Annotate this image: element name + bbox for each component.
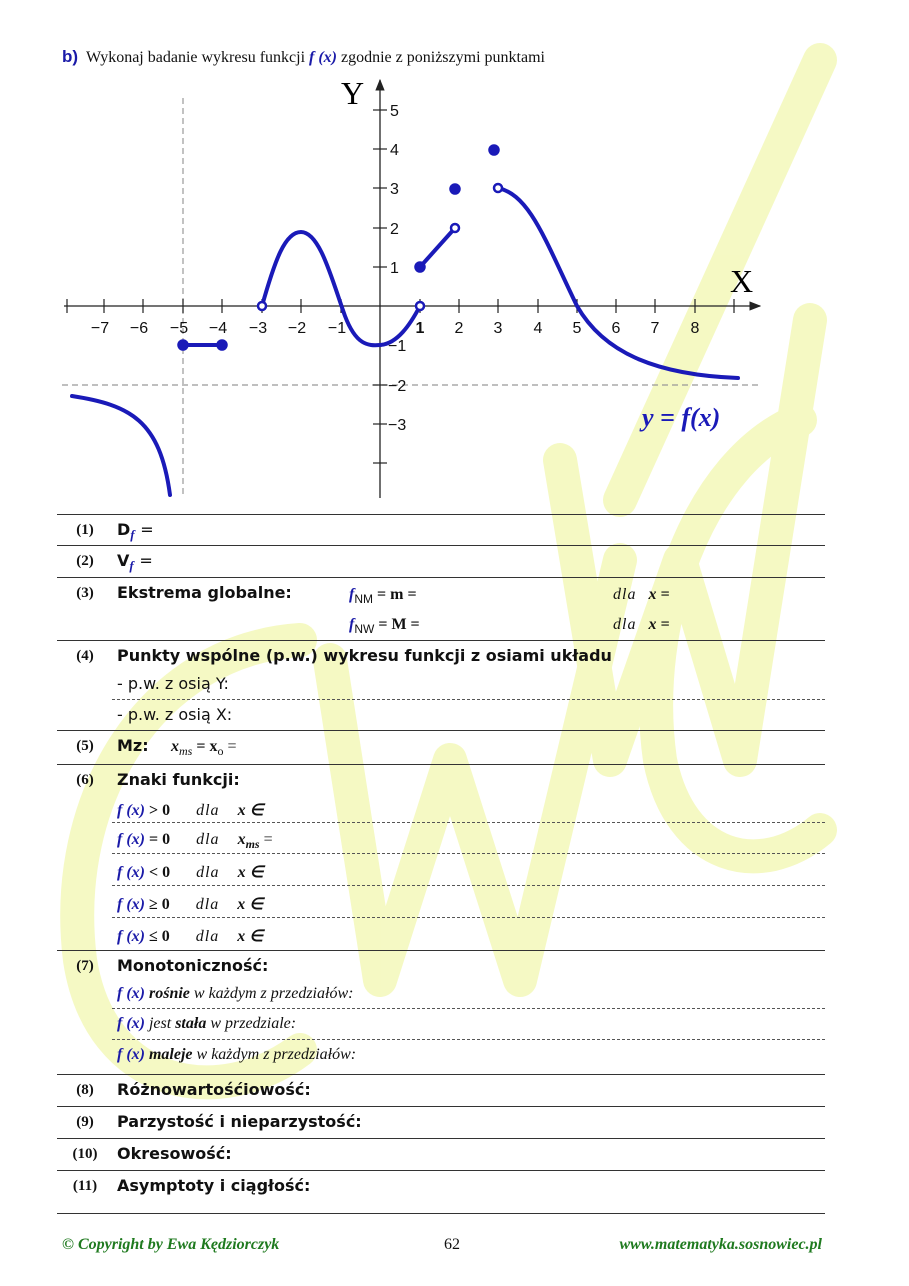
task-label: b) (62, 47, 79, 66)
row-number: (8) (76, 1082, 94, 1098)
y-tick-label: −3 (388, 417, 407, 434)
dashed-separator (112, 699, 825, 700)
dashed-separator (112, 885, 825, 886)
task-function: f (x) (309, 49, 337, 66)
page-number: 62 (444, 1236, 460, 1253)
row-number: (10) (72, 1146, 98, 1162)
row-monotonicity (57, 950, 825, 1074)
mono-increasing: f (x) rośnie w każdym z przedziałów: (117, 985, 354, 1002)
y-tick-label: 5 (390, 103, 399, 120)
x-tick-label: 6 (611, 320, 621, 337)
x-tick-label: 3 (493, 320, 503, 337)
closed-point (451, 185, 460, 194)
mono-constant: f (x) jest stała w przedziale: (117, 1015, 297, 1032)
global-min-arg: dla x = (613, 586, 670, 603)
dashed-separator (112, 822, 825, 823)
y-tick-label: 3 (390, 181, 399, 198)
x-tick-label: −7 (90, 320, 110, 337)
row-title: Znaki funkcji: (117, 770, 240, 789)
row-extrema (57, 577, 825, 640)
linear-segment (420, 228, 455, 267)
x-tick-label: −2 (287, 320, 307, 337)
row-title: Okresowość: (117, 1144, 232, 1163)
row-number: (4) (76, 648, 94, 664)
x-tick-label: 2 (454, 320, 464, 337)
curve-label: y = f(x) (642, 403, 721, 432)
row-intersections (57, 640, 825, 730)
y-tick-label: 4 (390, 142, 399, 159)
global-max: $f_{NW} = M$ = (349, 616, 420, 637)
x-tick-label: 5 (572, 320, 582, 337)
footer-rule (57, 1213, 825, 1214)
x-tick-label: −1 (327, 320, 347, 337)
row-title: $D_f$ = (117, 520, 154, 543)
x-tick-label: −5 (169, 320, 189, 337)
open-point (451, 224, 459, 232)
row-number: (11) (72, 1178, 98, 1194)
x-tick-label: 4 (533, 320, 543, 337)
row-number: (1) (76, 522, 94, 538)
dashed-separator (112, 1039, 825, 1040)
open-point (416, 302, 424, 310)
closed-point (416, 263, 425, 272)
page-footer (62, 1236, 822, 1258)
closed-point (490, 146, 499, 155)
row-range (57, 545, 825, 577)
row-signs (57, 764, 825, 950)
x-tick-label: −6 (129, 320, 149, 337)
global-min: $f_{NM} = m$ = (349, 586, 417, 607)
analysis-table (57, 514, 825, 1221)
dashed-separator (112, 853, 825, 854)
zeros-formula: $x_{ms} = x_o$ = (171, 738, 237, 759)
row-title: Mz: (117, 736, 149, 755)
y-tick-label: 1 (390, 260, 399, 277)
function-graph (0, 70, 909, 510)
sign-positive: f (x) > 0 dla x ∈ (117, 802, 264, 819)
x-tick-label: 8 (690, 320, 700, 337)
x-axis-intersection: - p.w. z osią X: (117, 705, 233, 724)
mono-decreasing: f (x) maleje w każdym z przedziałów: (117, 1046, 357, 1063)
row-injectivity (57, 1074, 825, 1106)
x-tick-label: −4 (208, 320, 228, 337)
row-domain (57, 514, 825, 545)
x-tick-label: −3 (248, 320, 268, 337)
row-number: (6) (76, 772, 94, 788)
sign-zero: f (x) = 0 dla $x_{ms}$ = (117, 831, 273, 852)
row-title: Ekstrema globalne: (117, 583, 292, 602)
row-title: Monotoniczność: (117, 956, 269, 975)
x-tick-label: 7 (650, 320, 660, 337)
curve-right-branch (498, 188, 738, 378)
row-zeros (57, 730, 825, 764)
closed-point (218, 341, 227, 350)
global-max-arg: dla x = (613, 616, 670, 633)
curve-left-branch (72, 396, 170, 495)
sign-nonnegative: f (x) ≥ 0 dla x ∈ (117, 896, 264, 913)
row-title: Różnowartośćiowość: (117, 1080, 311, 1099)
dashed-separator (112, 1008, 825, 1009)
row-number: (3) (76, 585, 94, 601)
website-link[interactable]: www.matematyka.sosnowiec.pl (619, 1236, 822, 1253)
sign-nonpositive: f (x) ≤ 0 dla x ∈ (117, 928, 264, 945)
sign-negative: f (x) < 0 dla x ∈ (117, 864, 264, 881)
y-tick-label: −1 (388, 338, 407, 355)
dashed-separator (112, 917, 825, 918)
y-tick-label: −2 (388, 378, 407, 395)
copyright-text: © Copyright by Ewa Kędziorczyk (62, 1236, 280, 1253)
row-title: $V_f$ = (117, 551, 153, 574)
y-axis-intersection: - p.w. z osią Y: (117, 674, 229, 693)
row-number: (5) (76, 738, 94, 754)
task-text-before: Wykonaj badanie wykresu funkcji (86, 49, 306, 66)
task-header (62, 47, 545, 67)
closed-point (179, 341, 188, 350)
open-point (494, 184, 502, 192)
row-number: (7) (76, 958, 94, 974)
row-title: Asymptoty i ciągłość: (117, 1176, 311, 1195)
x-tick-label: 1 (415, 320, 425, 337)
row-number: (9) (76, 1114, 94, 1130)
row-periodicity (57, 1138, 825, 1170)
task-text-after: zgodnie z poniższymi punktami (341, 49, 545, 66)
row-title: Parzystość i nieparzystość: (117, 1112, 362, 1131)
row-number: (2) (76, 553, 94, 569)
x-axis-label: X (730, 263, 754, 299)
row-title: Punkty wspólne (p.w.) wykresu funkcji z osiami układu (117, 646, 612, 665)
open-point (258, 302, 266, 310)
row-parity (57, 1106, 825, 1138)
y-axis-label: Y (341, 75, 365, 111)
y-tick-label: 2 (390, 221, 399, 238)
